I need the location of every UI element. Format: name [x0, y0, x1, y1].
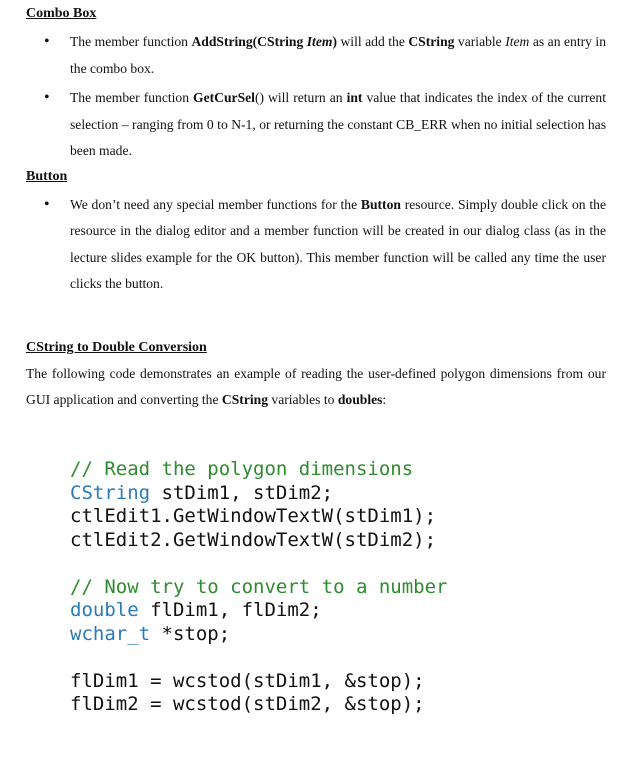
code-line: // Now try to convert to a number	[70, 575, 448, 598]
code-blank-line	[70, 552, 606, 576]
code-line: ctlEdit2.GetWindowTextW(stDim2);	[70, 528, 437, 551]
code-line: flDim1 = wcstod(stDim1, &stop);	[70, 669, 425, 692]
document-page	[26, 4, 606, 764]
combo-box-heading: Combo Box	[26, 6, 97, 21]
code-line: wchar_t *stop;	[70, 622, 231, 645]
button-heading: Button	[26, 168, 68, 184]
code-line: CString stDim1, stDim2;	[70, 481, 334, 504]
combo-box-bullet-getcursel: • The member function GetCurSel() will return an int value that indicates the index of the current selection – ranging from 0 to N-1, or returning the constant CB_ERR when no initial selection has been made.	[26, 85, 606, 165]
combo-box-bullets	[26, 29, 606, 165]
code-line: flDim2 = wcstod(stDim2, &stop);	[70, 693, 425, 715]
bullet-dot-icon: •	[44, 89, 50, 106]
combo-box-bullet-addstring: • The member function AddString(CString Item) will add the CString variable Item as an entry in the combo box.	[26, 29, 606, 82]
code-line: double flDim1, flDim2;	[70, 599, 322, 621]
code-block	[70, 435, 606, 764]
bullet-dot-icon: •	[44, 195, 50, 213]
code-line: ctlEdit1.GetWindowTextW(stDim1);	[70, 505, 437, 527]
code-blank-line	[70, 646, 606, 670]
button-bullets	[26, 192, 606, 298]
conversion-heading: CString to Double Conversion	[26, 339, 207, 355]
bullet-dot-icon: •	[44, 33, 50, 50]
code-line: // Read the polygon dimensions	[70, 458, 414, 480]
conversion-paragraph: The following code demonstrates an example of reading the user-defined polygon dimensions from our GUI application and converting the CString variables to doubles:	[26, 365, 606, 407]
button-bullet: • We don’t need any special member functions for the Button resource. Simply double click on the resource in the dialog editor and a member function will be created in our dialog class (as in the lecture slides example for the OK button). This member function will be called any time the user clicks the button.	[26, 192, 606, 298]
